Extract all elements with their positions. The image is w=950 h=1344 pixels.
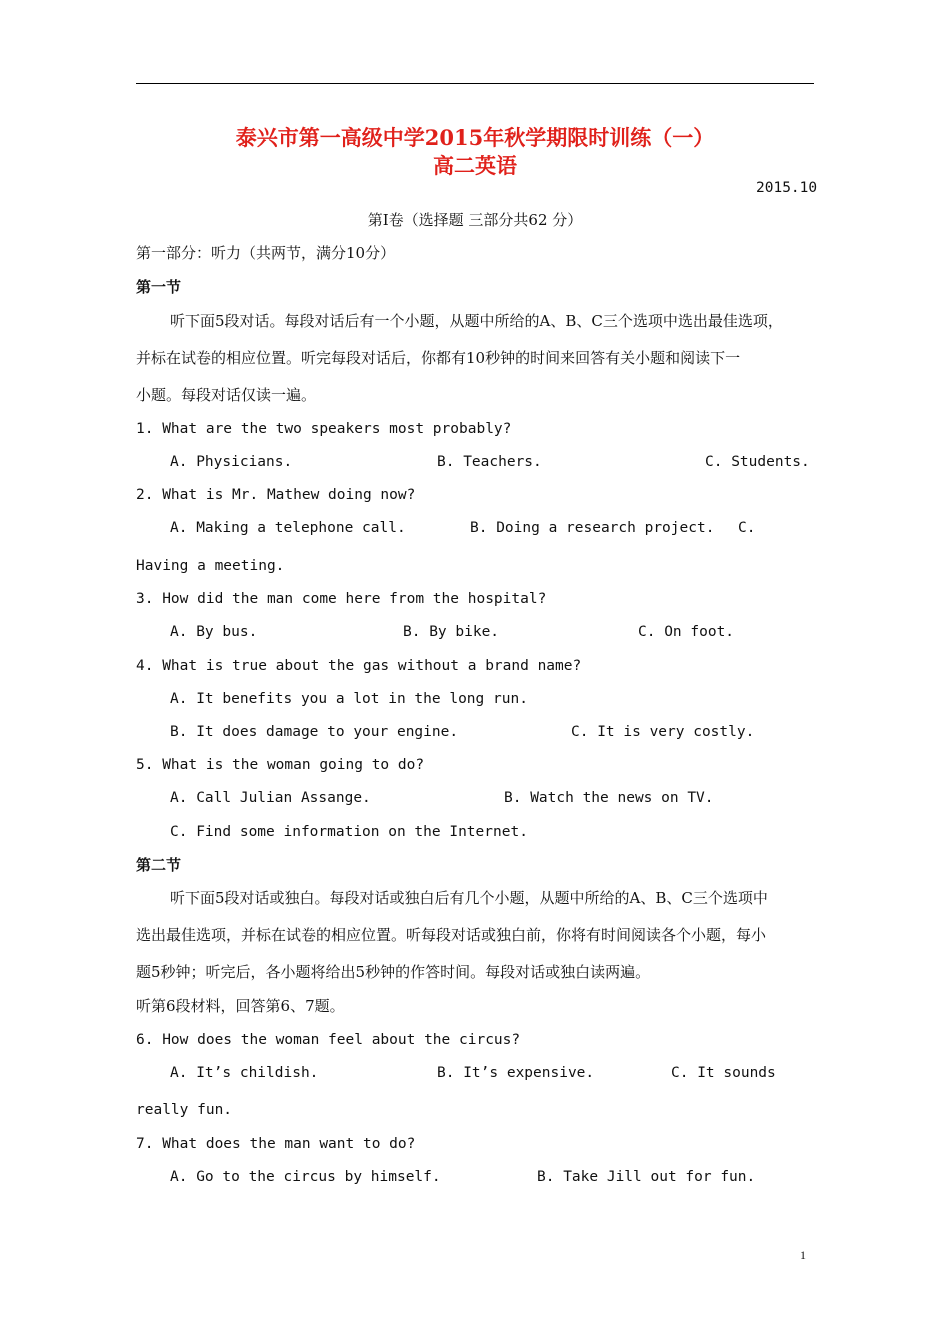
section1-instruction-line: 听下面5段对话。每段对话后有一个小题，从题中所给的A、B、C三个选项中选出最佳选项， [170,312,783,330]
option-2b: B. Doing a research project. [470,520,715,536]
exam-date: 2015.10 [756,180,818,196]
option-7a: A. Go to the circus by himself. [170,1169,441,1185]
option-6a: A. It’s childish. [170,1065,319,1081]
question-1: 1. What are the two speakers most probably? [136,421,512,437]
option-2a: A. Making a telephone call. [170,520,406,536]
option-5b: B. Watch the news on TV. [504,790,714,806]
option-6b: B. It’s expensive. [437,1065,595,1081]
question-5: 5. What is the woman going to do? [136,757,425,773]
option-6c: C. It sounds [671,1065,776,1081]
option-3c: C. On foot. [638,624,735,640]
question-3: 3. How did the man come here from the hospital? [136,591,547,607]
material-6-heading: 听第6段材料，回答第6、7题。 [136,997,345,1015]
option-2c-continued: Having a meeting. [136,558,285,574]
option-1b: B. Teachers. [437,454,542,470]
option-6c-continued: really fun. [136,1102,233,1118]
option-4c: C. It is very costly. [571,724,755,740]
section1-instruction-line: 并标在试卷的相应位置。听完每段对话后，你都有10秒钟的时间来回答有关小题和阅读下一 [136,349,741,367]
header-rule [136,83,814,84]
page-number: 1 [800,1248,806,1262]
option-3b: B. By bike. [403,624,500,640]
option-5a: A. Call Julian Assange. [170,790,371,806]
option-2c: C. [738,520,756,536]
section2-instruction-line: 题5秒钟；听完后，各小题将给出5秒钟的作答时间。每段对话或独白读两遍。 [136,963,651,981]
question-7: 7. What does the man want to do? [136,1136,416,1152]
option-1a: A. Physicians. [170,454,293,470]
exam-title: 泰兴市第一高级中学2015年秋学期限时训练（一） [235,125,715,150]
section2-heading: 第二节 [136,856,182,874]
option-3a: A. By bus. [170,624,258,640]
option-7b: B. Take Jill out for fun. [537,1169,756,1185]
question-6: 6. How does the woman feel about the circus? [136,1032,521,1048]
option-4a: A. It benefits you a lot in the long run. [170,691,528,707]
section2-instruction-line: 听下面5段对话或独白。每段对话或独白后有几个小题，从题中所给的A、B、C三个选项中 [170,889,768,907]
question-2: 2. What is Mr. Mathew doing now? [136,487,416,503]
option-1c: C. Students. [705,454,810,470]
part1-heading: 第一部分：听力（共两节，满分10分） [136,244,396,262]
option-5c: C. Find some information on the Internet. [170,824,528,840]
section1-heading: 第一节 [136,278,182,296]
option-4b: B. It does damage to your engine. [170,724,459,740]
section2-instruction-line: 选出最佳选项，并标在试卷的相应位置。听每段对话或独白前，你将有时间阅读各个小题，每小 [136,926,767,944]
exam-subtitle: 高二英语 [433,153,517,178]
volume-heading: 第Ⅰ卷（选择题 三部分共62 分） [367,211,583,229]
question-4: 4. What is true about the gas without a brand name? [136,658,582,674]
section1-instruction-line: 小题。每段对话仅读一遍。 [136,386,317,404]
